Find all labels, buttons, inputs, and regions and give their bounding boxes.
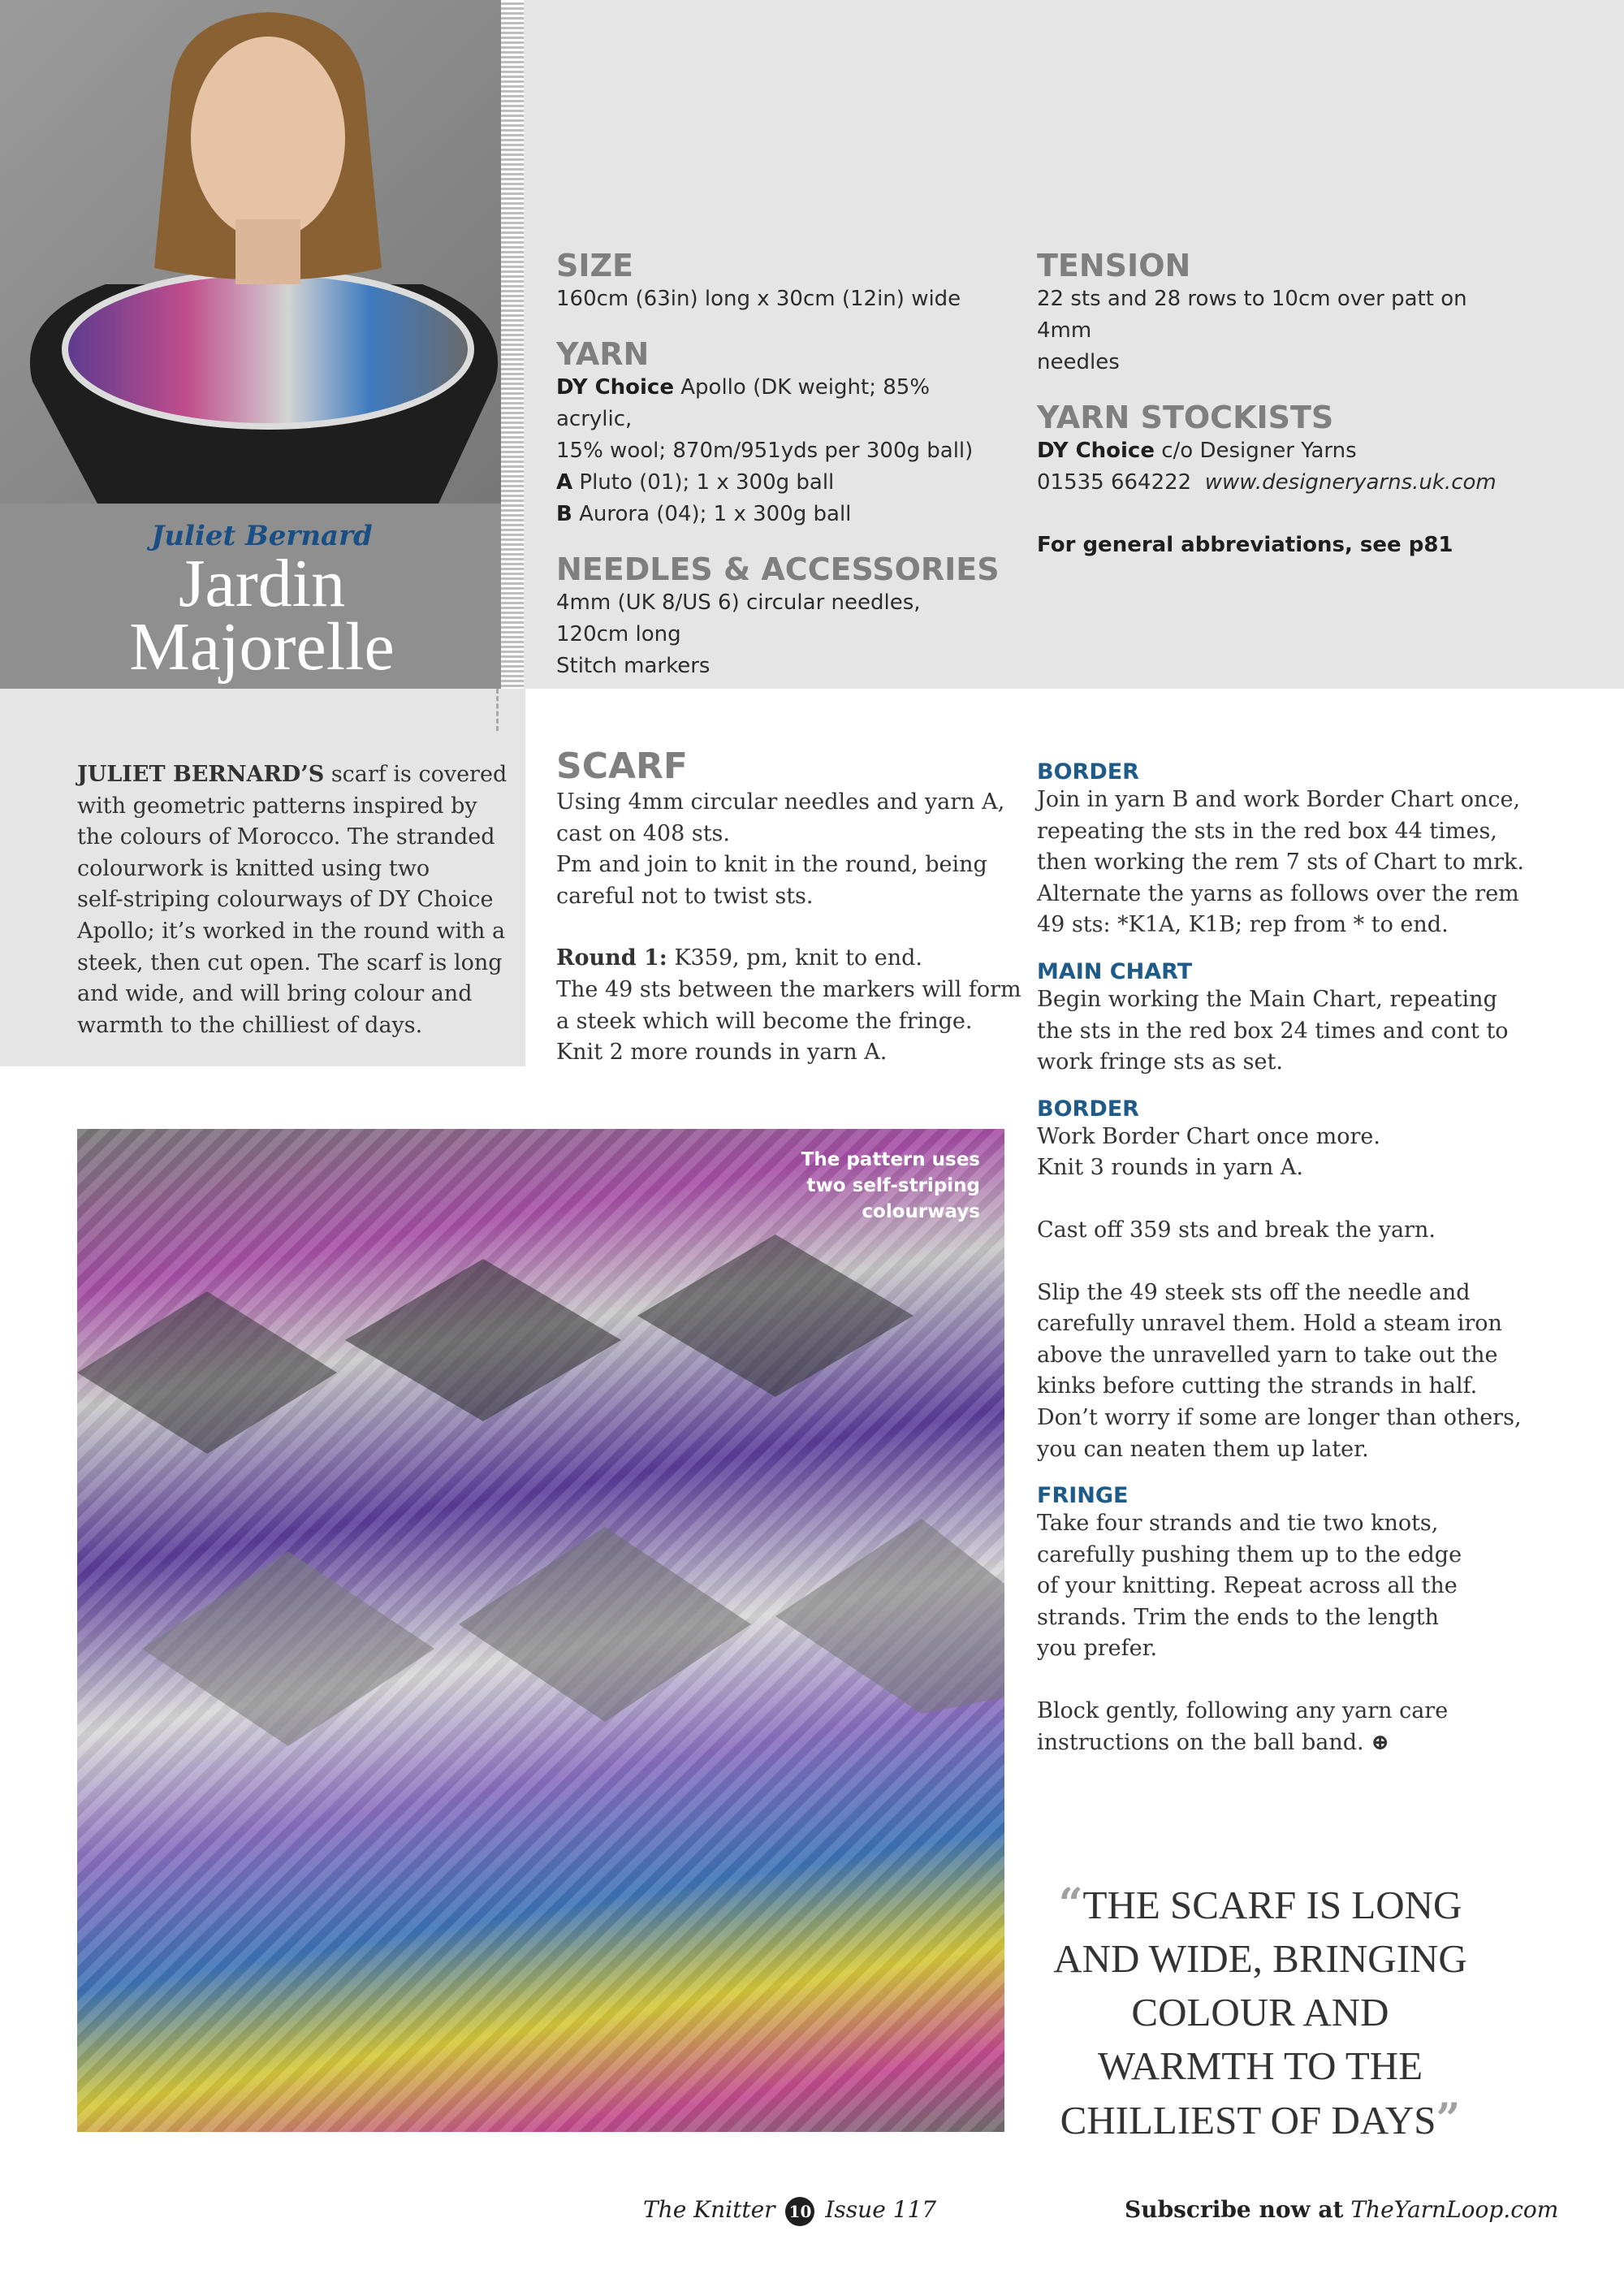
instr-line: you can neaten them up later. [1037, 1436, 1369, 1462]
knitting-closeup-photo [77, 1129, 1004, 2132]
yarn-b-text: Aurora (04); 1 x 300g ball [572, 502, 852, 526]
caption-line-3: colourways [862, 1201, 980, 1222]
stockists-line-2 [1037, 467, 1524, 499]
tension-heading: TENSION [1037, 248, 1191, 283]
instr-line: Alternate the yarns as follows over the rem [1037, 880, 1519, 906]
instr-line: carefully pushing them up to the edge [1037, 1541, 1462, 1567]
spacer [556, 912, 1027, 943]
size-heading: SIZE [556, 248, 634, 283]
end-mark-icon: ⊕ [1371, 1729, 1389, 1755]
border-heading-1: BORDER [1037, 759, 1139, 785]
magazine-name: The Knitter [643, 2196, 775, 2223]
yarn-line-2: 15% wool; 870m/951yds per 300g ball) [556, 439, 974, 463]
scarf-line: Pm and join to knit in the round, being [556, 852, 987, 878]
stockists-line-1 [1037, 435, 1524, 467]
footer-magazine [643, 2196, 936, 2226]
round-label: Round 1: [556, 945, 667, 971]
quote-text-5: CHILLIEST OF DAYS [1060, 2098, 1436, 2143]
spacer [1037, 1247, 1540, 1278]
tension-line-1: 22 sts and 28 rows to 10cm over patt on 4mm [1037, 287, 1467, 343]
round-text: K359, pm, knit to end. [667, 945, 922, 971]
main-chart-heading: MAIN CHART [1037, 958, 1193, 984]
intro-line-6: Apollo; it’s worked in the round with a [77, 918, 506, 944]
instr-line: above the unravelled yarn to take out the [1037, 1342, 1498, 1368]
intro-line-7: steek, then cut open. The scarf is long [77, 949, 503, 975]
yarn-b-label: B [556, 502, 572, 526]
quote-line-2: AND WIDE, BRINGING [1053, 1936, 1467, 1981]
stockists-text: c/o Designer Yarns [1154, 439, 1357, 463]
quote-line-5 [1033, 2093, 1488, 2147]
instr-line: of your knitting. Repeat across all the [1037, 1573, 1458, 1599]
specs-column-right [1037, 248, 1524, 561]
scarf-line: Using 4mm circular needles and yarn A, [556, 789, 1005, 815]
intro-line-1 [77, 759, 516, 791]
instructions-column [1037, 759, 1540, 1758]
yarn-a-line [556, 467, 1011, 499]
title-line-2: Majorelle [129, 609, 395, 685]
quote-text-1: THE SCARF IS LONG [1082, 1883, 1462, 1927]
spacer [1037, 1665, 1540, 1696]
intro-line-9: warmth to the chilliest of days. [77, 1012, 423, 1038]
instr-line: repeating the sts in the red box 44 times, [1037, 818, 1497, 844]
intro-line-8: and wide, and will bring colour and [77, 981, 473, 1007]
main-chart-body [1037, 984, 1540, 1079]
author-name: Juliet Bernard [151, 520, 373, 552]
block-line-2: instructions on the ball band. [1037, 1729, 1364, 1755]
intro-line-4: colourwork is knitted using two [77, 855, 430, 881]
scarf-line: Knit 2 more rounds in yarn A. [556, 1040, 888, 1066]
instr-line: Join in yarn B and work Border Chart once, [1037, 787, 1521, 812]
needles-line-1: 4mm (UK 8/US 6) circular needles, [556, 590, 921, 615]
instr-line: work fringe sts as set. [1037, 1049, 1283, 1075]
scarf-line: careful not to twist sts. [556, 883, 814, 909]
instr-line: you prefer. [1037, 1636, 1158, 1662]
dashed-divider [496, 689, 499, 731]
yarn-b-line [556, 499, 1011, 530]
instr-line: carefully unravel them. Hold a steam iron [1037, 1311, 1502, 1337]
border-2-body [1037, 1122, 1540, 1465]
subscribe-text: Subscribe now at [1125, 2196, 1344, 2223]
quote-line-1 [1033, 1878, 1488, 1932]
intro-line-2: with geometric patterns inspired by [77, 793, 477, 819]
pull-quote [1033, 1878, 1488, 2147]
instr-line: 49 sts: *K1A, K1B; rep from * to end. [1037, 912, 1449, 938]
footer-subscribe [1125, 2196, 1558, 2223]
size-text: 160cm (63in) long x 30cm (12in) wide [556, 287, 961, 311]
instr-line [1037, 1727, 1540, 1759]
quote-line-4: WARMTH TO THE [1097, 2043, 1423, 2088]
instr-line: Don’t worry if some are longer than others, [1037, 1404, 1522, 1430]
border-heading-2: BORDER [1037, 1096, 1139, 1122]
scarf-body [556, 787, 1027, 1069]
caption-line-1: The pattern uses [801, 1149, 980, 1170]
round-1-line [556, 943, 1027, 975]
quote-line-3: COLOUR AND [1131, 1990, 1389, 2034]
intro-text-1: scarf is covered [324, 762, 508, 787]
page-number: 10 [785, 2197, 814, 2226]
title-line-1: Jardin [178, 546, 346, 621]
scarf-section [556, 746, 1027, 1069]
stockists-phone: 01535 664222 [1037, 470, 1192, 495]
border-1-body [1037, 785, 1540, 941]
instr-line: Knit 3 rounds in yarn A. [1037, 1155, 1303, 1181]
intro-line-5: self-striping colourways of DY Choice [77, 887, 494, 913]
instr-line: kinks before cutting the strands in half. [1037, 1373, 1478, 1399]
stockists-heading: YARN STOCKISTS [1037, 400, 1334, 435]
instr-line: Take four strands and tie two knots, [1037, 1511, 1439, 1537]
model-photo [0, 0, 524, 504]
instr-line: Begin working the Main Chart, repeating [1037, 986, 1497, 1012]
needles-line-3: Stitch markers [556, 654, 710, 678]
instr-line: the sts in the red box 24 times and cont to [1037, 1018, 1509, 1044]
photo-caption [801, 1147, 980, 1225]
title-box [0, 504, 524, 689]
instr-line: Work Border Chart once more. [1037, 1123, 1380, 1149]
yarn-desc-1: Apollo (DK weight; 85% acrylic, [556, 375, 931, 431]
specs-column-left [556, 248, 1011, 682]
instr-line: Slip the 49 steek sts off the needle and [1037, 1279, 1471, 1305]
zipper-edge-decoration [501, 0, 524, 689]
subscribe-site-link[interactable]: TheYarnLoop.com [1350, 2196, 1559, 2223]
yarn-heading: YARN [556, 336, 650, 372]
scarf-heading: SCARF [556, 746, 688, 787]
caption-line-2: two self-striping [806, 1175, 980, 1196]
yarn-brand: DY Choice [556, 375, 674, 400]
yarn-a-text: Pluto (01); 1 x 300g ball [572, 470, 835, 495]
close-quote-icon: ” [1436, 2095, 1461, 2144]
stockists-web: www.designeryarns.uk.com [1204, 470, 1497, 495]
instr-line: strands. Trim the ends to the length [1037, 1604, 1440, 1630]
yarn-line-1 [556, 372, 1011, 435]
intro-lead: JULIET BERNARD’S [77, 762, 325, 787]
instr-line: Cast off 359 sts and break the yarn. [1037, 1217, 1436, 1243]
fringe-heading: FRINGE [1037, 1483, 1129, 1509]
model-photo-art [0, 0, 524, 504]
needles-line-2: 120cm long [556, 622, 681, 646]
yarn-a-label: A [556, 470, 573, 495]
abbreviations-note: For general abbreviations, see p81 [1037, 533, 1453, 557]
scarf-line: The 49 sts between the markers will form [556, 976, 1021, 1002]
issue-number: Issue 117 [825, 2196, 937, 2223]
spacer [1037, 1184, 1540, 1215]
intro-line-3: the colours of Morocco. The stranded [77, 824, 495, 850]
tension-line-2: needles [1037, 350, 1120, 374]
fringe-body [1037, 1508, 1540, 1758]
needles-heading: NEEDLES & ACCESSORIES [556, 551, 1000, 587]
open-quote-icon: “ [1058, 1879, 1083, 1929]
stockists-brand: DY Choice [1037, 439, 1155, 463]
intro-paragraph [77, 759, 516, 1041]
instr-line: then working the rem 7 sts of Chart to mrk. [1037, 850, 1524, 876]
scarf-line: cast on 408 sts. [556, 820, 730, 846]
scarf-line: a steek which will become the fringe. [556, 1008, 973, 1034]
knitting-pattern-art [77, 1129, 1004, 2132]
instr-line: Block gently, following any yarn care [1037, 1698, 1449, 1724]
